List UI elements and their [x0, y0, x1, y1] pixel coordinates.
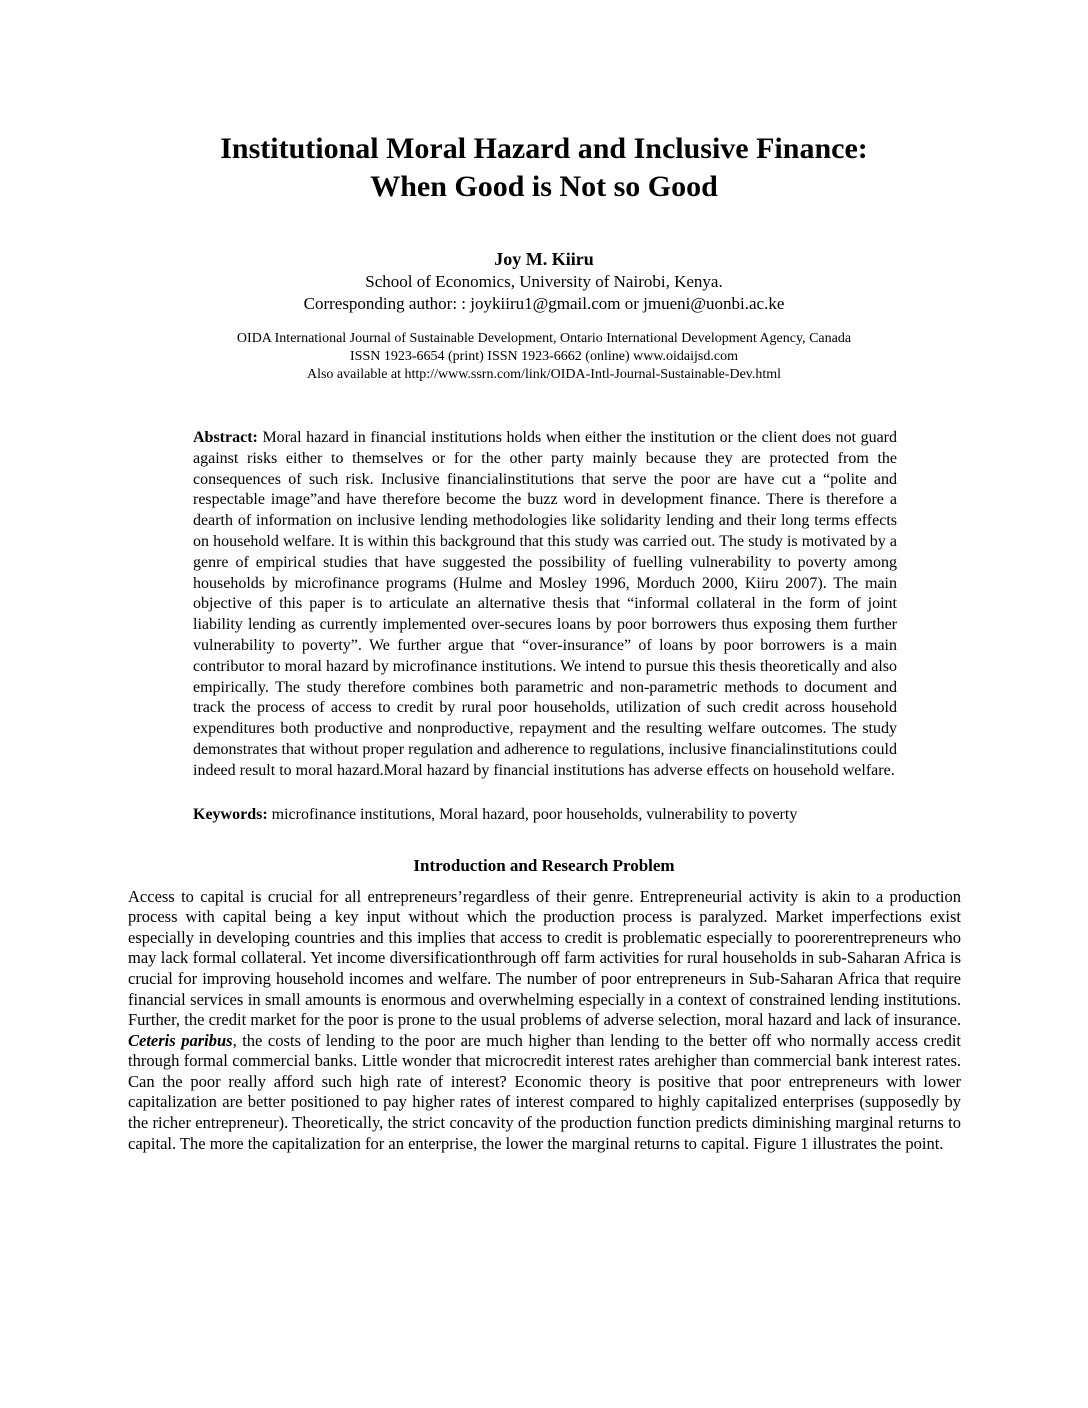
keywords-line: [193, 804, 897, 825]
abstract-paragraph: [193, 428, 897, 782]
latin-phrase-ceteris-paribus: Ceteris paribus: [128, 1030, 233, 1050]
abstract-label: Abstract:: [193, 429, 258, 446]
introduction-text-part1: Access to capital is crucial for all entrepreneurs’regardless of their genre. Entrepreneurial activity is akin to a production process with capital being a key input without which the production process is paralyzed. Market imperfections exist especially in developing countries and this implies that access to credit is problematic especially to poorerentrepreneurs who may lack formal collateral. Yet income diversificationthrough off farm activities for rural households in sub-Saharan Africa is crucial for improving household incomes and welfare. The number of poor entrepreneurs in Sub-Saharan Africa that require financial services in small amounts is enormous and overwhelming especially in a context of constrained lending institutions. Further, the credit market for the poor is prone to the usual problems of adverse selection, moral hazard and lack of insurance.: [128, 886, 961, 1030]
journal-issn-line: ISSN 1923-6654 (print) ISSN 1923-6662 (online) www.oidaijsd.com: [350, 349, 738, 364]
keywords-label: Keywords:: [193, 805, 268, 823]
journal-availability-line: Also available at http://www.ssrn.com/link/OIDA-Intl-Journal-Sustainable-Dev.html: [306, 367, 782, 382]
journal-info: [0, 330, 1088, 384]
journal-name-line: OIDA International Journal of Sustainable Development, Ontario International Development Agency, Canada: [236, 331, 852, 346]
keywords-text: microfinance institutions, Moral hazard, poor households, vulnerability to poverty: [271, 805, 798, 823]
author-name: Joy M. Kiiru: [494, 249, 594, 269]
corresponding-author: Corresponding author: : joykiiru1@gmail.com or jmueni@uonbi.ac.ke: [303, 294, 785, 313]
author-affiliation: School of Economics, University of Nairobi, Kenya.: [365, 272, 723, 291]
introduction-paragraph: [128, 887, 961, 1155]
introduction-text-part2: , the costs of lending to the poor are much higher than lending to the better off who normally access credit through formal commercial banks. Little wonder that microcredit interest rates arehigher than commercial bank interest rates. Can the poor really afford such high rate of interest? Economic theory is positive that poor entrepreneurs with lower capitalization are better positioned to pay higher rates of interest compared to highly capitalized enterprises (supposedly by the richer entrepreneur). Theoretically, the strict concavity of the production function predicts diminishing marginal returns to capital. The more the capitalization for an enterprise, the lower the marginal returns to capital. Figure 1 illustrates the point.: [128, 1030, 961, 1153]
author-block: [0, 248, 1088, 315]
paper-title-line1: Institutional Moral Hazard and Inclusive Finance:: [220, 132, 868, 165]
section-heading: Introduction and Research Problem: [413, 855, 675, 875]
abstract-text: Moral hazard in financial institutions holds when either the institution or the client does not guard against risks either to themselves or for the other party mainly because they are protected from the consequences of such risk. Inclusive financialinstitutions that serve the poor are have cut a “polite and respectable image”and have therefore become the buzz word in development finance. There is therefore a dearth of information on inclusive lending methodologies like solidarity lending and their long terms effects on household welfare. It is within this background that this study was carried out. The study is motivated by a genre of empirical studies that have suggested the possibility of fuelling vulnerability to poverty among households by microfinance programs (Hulme and Mosley 1996, Morduch 2000, Kiiru 2007). The main objective of this paper is to articulate an alternative thesis that “informal collateral in the form of joint liability lending as currently implemented over-secures loans by poor borrowers thus exposing them further vulnerability to poverty”. We further argue that “over-insurance” of loans by poor borrowers is a main contributor to moral hazard by microfinance institutions. We intend to pursue this thesis theoretically and also empirically. The study therefore combines both parametric and non-parametric methods to document and track the process of access to credit by rural poor households, utilization of such credit across household expenditures both productive and nonproductive, repayment and the resulting welfare outcomes. The study demonstrates that without proper regulation and adherence to regulations, inclusive financialinstitutions could indeed result to moral hazard.Moral hazard by financial institutions has adverse effects on household welfare.: [193, 429, 898, 779]
paper-title-line2: When Good is Not so Good: [370, 170, 718, 203]
paper-title: [0, 130, 1088, 206]
